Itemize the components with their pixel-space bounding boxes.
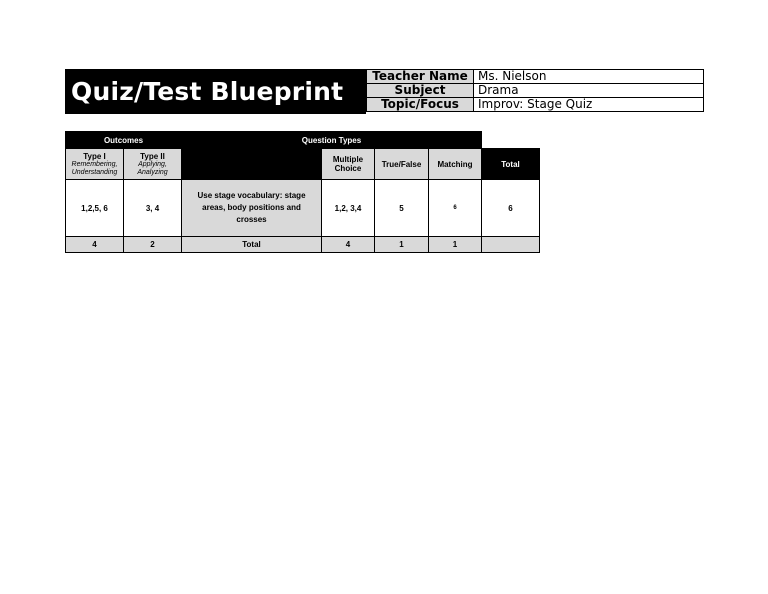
table-row xyxy=(66,180,540,237)
multiple-choice-cell[interactable]: 1,2, 3,4 xyxy=(322,180,375,237)
subject-value[interactable]: Drama xyxy=(474,84,704,98)
type1-total-cell: 4 xyxy=(66,237,124,253)
subject-label: Subject xyxy=(367,84,474,98)
grand-total-cell xyxy=(482,237,540,253)
true-false-cell[interactable]: 5 xyxy=(375,180,429,237)
total-cell[interactable]: 6 xyxy=(482,180,540,237)
matching-header: Matching xyxy=(429,149,482,180)
type1-name: Type I xyxy=(83,151,106,161)
multiple-choice-total-cell: 4 xyxy=(322,237,375,253)
page-title: Quiz/Test Blueprint xyxy=(71,77,344,106)
type2-name: Type II xyxy=(140,151,165,161)
multiple-choice-header: Multiple Choice xyxy=(322,149,375,180)
spacer-cell xyxy=(482,132,540,149)
title-banner xyxy=(65,69,366,114)
type1-desc: Remembering, Understanding xyxy=(71,160,118,176)
total-header: Total xyxy=(482,149,540,180)
type2-items-cell[interactable]: 3, 4 xyxy=(124,180,182,237)
true-false-header: True/False xyxy=(375,149,429,180)
topic-value[interactable]: Improv: Stage Quiz xyxy=(474,98,704,112)
matching-cell[interactable]: 6 xyxy=(429,180,482,237)
true-false-total-cell: 1 xyxy=(375,237,429,253)
outcomes-header: Outcomes xyxy=(66,132,182,149)
type2-header xyxy=(124,149,182,180)
type1-items-cell[interactable]: 1,2,5, 6 xyxy=(66,180,124,237)
topic-label: Topic/Focus xyxy=(367,98,474,112)
info-row-subject xyxy=(367,84,704,98)
info-row-teacher xyxy=(367,70,704,84)
question-types-header: Question Types xyxy=(182,132,482,149)
teacher-name-value[interactable]: Ms. Nielson xyxy=(474,70,704,84)
matching-total-cell: 1 xyxy=(429,237,482,253)
blueprint-group-header xyxy=(66,132,540,149)
outcome-desc-header xyxy=(182,149,322,180)
blueprint-column-header xyxy=(66,149,540,180)
info-table xyxy=(366,69,704,112)
blueprint-table xyxy=(65,131,540,253)
totals-label-cell: Total xyxy=(182,237,322,253)
totals-row xyxy=(66,237,540,253)
type2-desc: Applying, Analyzing xyxy=(137,160,168,176)
type1-header xyxy=(66,149,124,180)
info-row-topic xyxy=(367,98,704,112)
teacher-name-label: Teacher Name xyxy=(367,70,474,84)
type2-total-cell: 2 xyxy=(124,237,182,253)
outcome-description-cell[interactable]: Use stage vocabulary: stage areas, body positions and crosses xyxy=(182,180,322,237)
